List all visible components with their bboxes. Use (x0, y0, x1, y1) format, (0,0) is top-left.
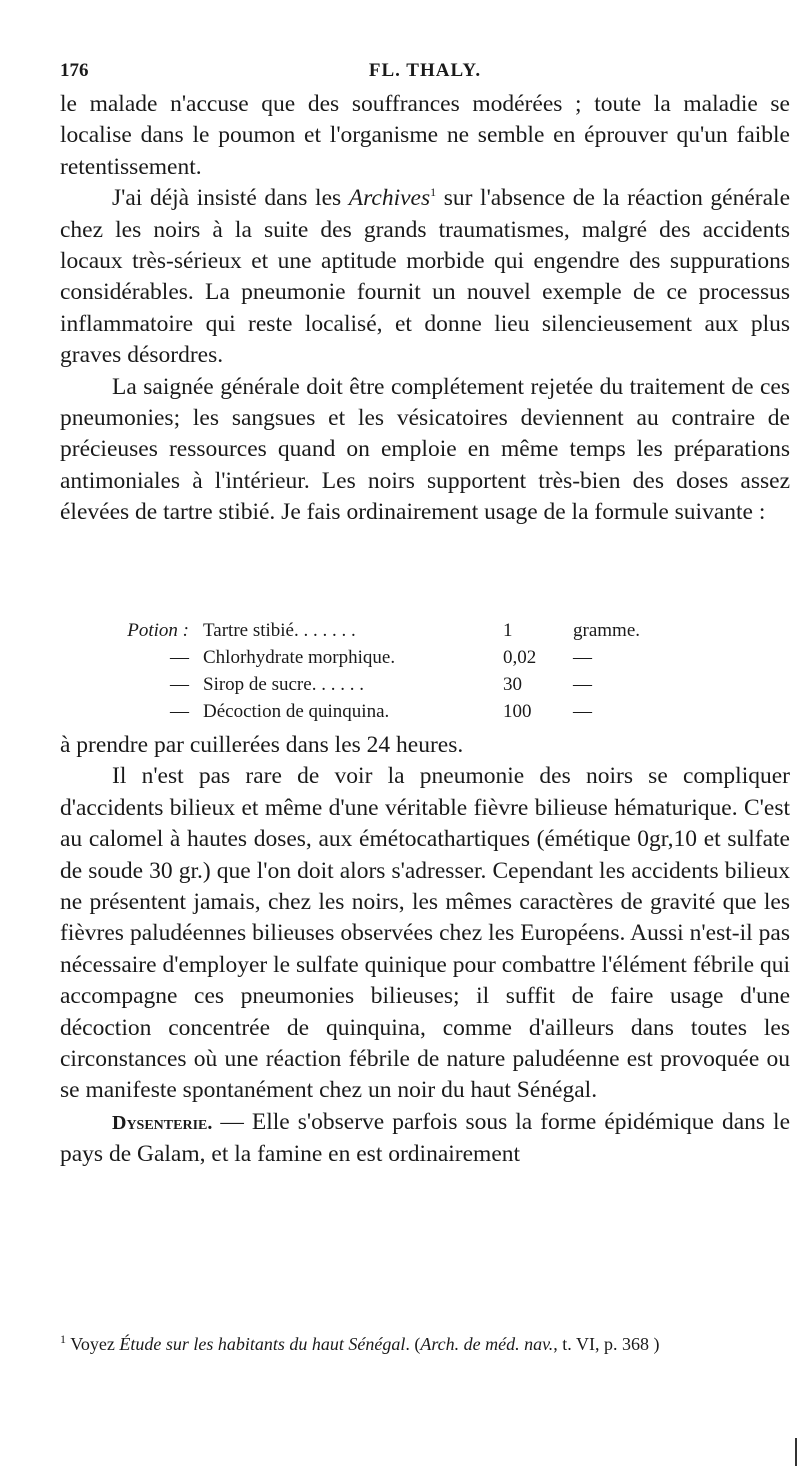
formula-quantity: 100 (503, 701, 532, 722)
paragraph: La saignée générale doit être complétement rejetée du traitement de ces pneumonies; les sangsues et les vésicatoires deviennent au contraire de précieuses ressources quand on emploie en même temps les préparations antimoniales à l'intérieur. Les noirs supportent très-bien des doses assez élevées de tartre stibié. Je fais ordinairement usage de la formule suivante : (60, 373, 790, 526)
formula-unit: — (573, 647, 592, 668)
formula-ingredient: Sirop de sucre. . . . . . (203, 674, 364, 695)
page-header (60, 60, 790, 90)
margin-mark (795, 1438, 797, 1466)
formula-label: — (170, 674, 189, 695)
running-head: FL. THALY. (368, 60, 482, 81)
text-run: J'ai déjà insisté dans les (112, 185, 342, 212)
journal-title: Archives (348, 185, 431, 212)
paragraph (60, 1107, 790, 1171)
text-run: — Elle s'observe parfois sous la forme épidémique dans le pays de Galam, et la famine en est ordinairement (60, 1108, 791, 1168)
footnote-journal: Arch. de méd. nav. (420, 1334, 554, 1354)
formula-label: Potion : (127, 620, 189, 641)
formula-label: — (170, 701, 189, 722)
paragraph: le malade n'accuse que des souffrances modérées ; toute la maladie se localise dans le poumon et l'organisme ne semble en éprouver qu'un faible retentissement. (60, 91, 790, 180)
formula-row (60, 698, 790, 725)
formula-label: — (170, 647, 189, 668)
paragraph: à prendre par cuillerées dans les 24 heures. (60, 732, 464, 758)
formula-quantity: 0,02 (503, 647, 537, 668)
formula-ingredient: Tartre stibié. . . . . . . (203, 620, 356, 641)
formula-unit: — (573, 701, 592, 722)
paragraph (60, 183, 790, 371)
formula-row (60, 617, 790, 644)
footnote-text: . ( (405, 1334, 421, 1354)
formula-unit: — (573, 674, 592, 695)
formula-quantity: 30 (503, 674, 522, 695)
formula-ingredient: Décoction de quinquina. (203, 701, 390, 722)
potion-formula (60, 617, 790, 725)
formula-ingredient: Chlorhydrate morphique. (203, 647, 396, 668)
footnote-text: , t. VI, p. 368 ) (553, 1334, 660, 1354)
text-run: sur l'absence de la réaction générale chez les noirs à la suite des grands traumatismes, malgré des accidents locaux très-sérieux et une aptitude morbide qui engendre des suppurations considérables. La pneumonie fournit un nouvel exemple de ce processus inflammatoire qui reste localisé, et donne lieu silencieusement aux plus graves désordres. (60, 185, 791, 369)
body-text-top (60, 89, 790, 529)
body-text-bottom (60, 730, 790, 1171)
formula-row (60, 671, 790, 698)
footnote-title: Étude sur les habitants du haut Sénégal (119, 1334, 406, 1354)
footnote (60, 1333, 790, 1355)
formula-row (60, 644, 790, 671)
formula-unit: gramme. (573, 620, 641, 641)
footnote-ref: 1 (430, 185, 437, 200)
formula-quantity: 1 (503, 620, 513, 641)
footnote-text: Voyez (70, 1334, 115, 1354)
section-heading: Dysenterie. (112, 1111, 213, 1134)
page-number: 176 (60, 60, 89, 81)
footnote-marker: 1 (60, 1332, 66, 1346)
paragraph: Il n'est pas rare de voir la pneumonie des noirs se compliquer d'accidents bilieux et même d'une véritable fièvre bilieuse hématurique. C'est au calomel à hautes doses, aux émétocathartiques (émétique 0gr,10 et sulfate de soude 30 gr.) que l'on doit alors s'adresser. Cependant les accidents bilieux ne présentent jamais, chez les noirs, les mêmes caractères de gravité que les fièvres paludéennes bilieuses observées chez les Européens. Aussi n'est-il pas nécessaire d'employer le sulfate quinique pour combattre l'élément fébrile qui accompagne ces pneumonies bilieuses; il suffit de faire usage d'une décoction concentrée de quinquina, comme d'ailleurs dans toutes les circonstances où une réaction fébrile de nature paludéenne est provoquée ou se manifeste spontanément chez un noir du haut Sénégal. (60, 763, 790, 1104)
